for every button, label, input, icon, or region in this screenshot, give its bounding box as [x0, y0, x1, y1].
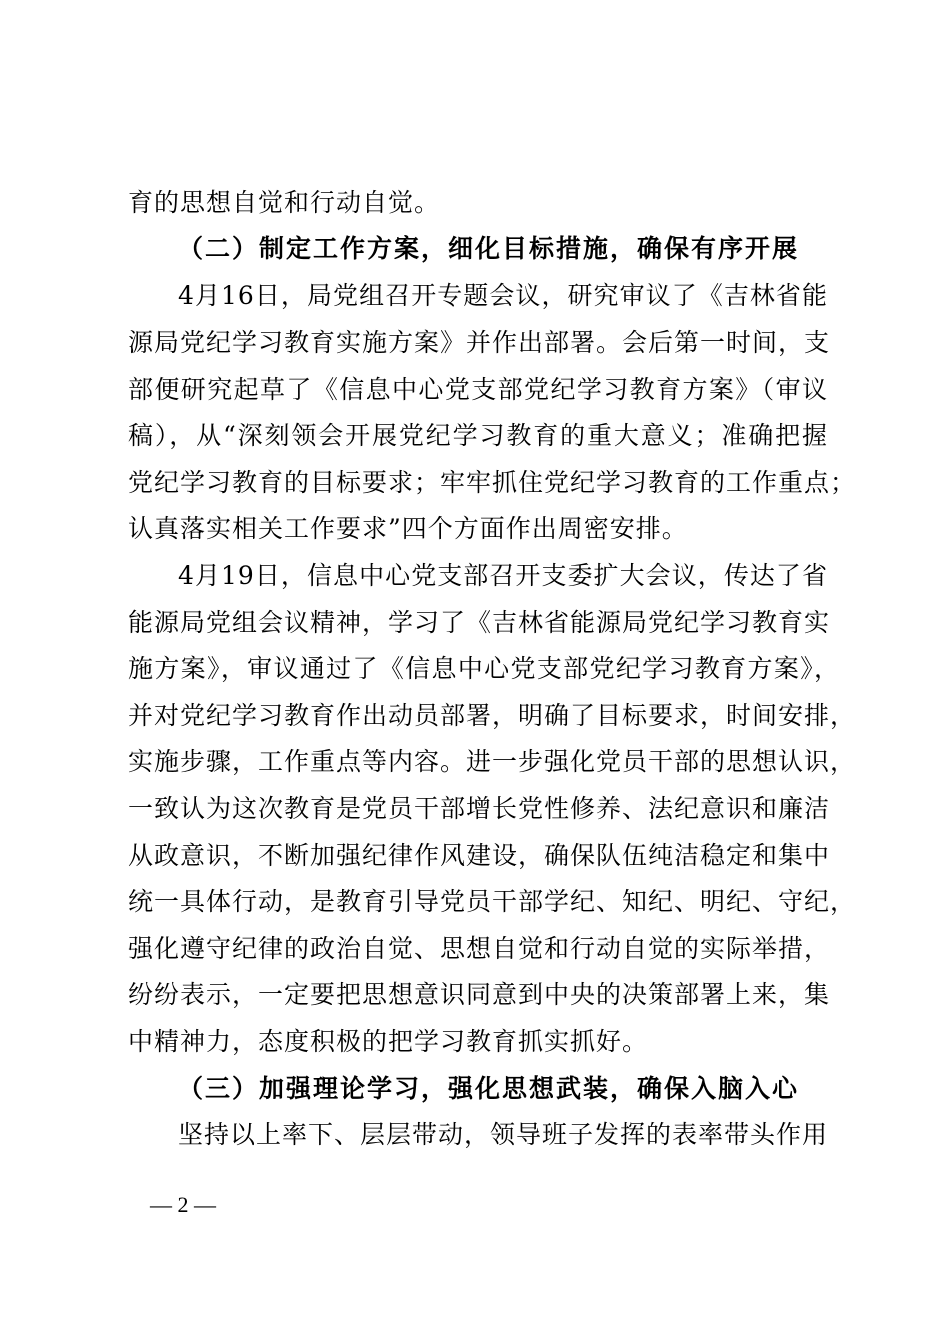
body-line: 从政意识，不断加强纪律作风建设，确保队伍纯洁稳定和集中: [128, 841, 831, 870]
section-heading: （三）加强理论学习，强化思想武装，确保入脑入心: [178, 1074, 800, 1103]
body-line: 中精神力，态度积极的把学习教育抓实抓好。: [128, 1027, 649, 1056]
body-line: 认真落实相关工作要求”四个方面作出周密安排。: [128, 514, 688, 543]
body-line: 育的思想自觉和行动自觉。: [128, 188, 441, 217]
body-line: 稿），从“深刻领会开展党纪学习教育的重大意义；准确把握: [128, 421, 828, 450]
body-line: 4月19日，信息中心党支部召开支委扩大会议，传达了省: [178, 561, 828, 590]
body-line: 党纪学习教育的目标要求；牢牢抓住党纪学习教育的工作重点；: [128, 468, 857, 497]
section-heading: （二）制定工作方案，细化目标措施，确保有序开展: [178, 234, 800, 263]
body-line: 施方案》，审议通过了《信息中心党支部党纪学习教育方案》，: [128, 654, 840, 683]
page-number: — 2 —: [150, 1192, 216, 1217]
body-line: 一致认为这次教育是党员干部增长党性修养、法纪意识和廉洁: [128, 794, 831, 823]
body-line: 部便研究起草了《信息中心党支部党纪学习教育方案》（审议: [128, 375, 828, 404]
body-line: 纷纷表示，一定要把思想意识同意到中央的决策部署上来，集: [128, 980, 831, 1009]
body-line: 能源局党组会议精神，学习了《吉林省能源局党纪学习教育实: [128, 608, 831, 637]
body-line: 强化遵守纪律的政治自觉、思想自觉和行动自觉的实际举措，: [128, 934, 831, 963]
body-line: 4月16日，局党组召开专题会议，研究审议了《吉林省能: [178, 281, 828, 310]
body-line: 源局党纪学习教育实施方案》并作出部署。会后第一时间，支: [128, 328, 831, 357]
body-line: 统一具体行动，是教育引导党员干部学纪、知纪、明纪、守纪，: [128, 887, 857, 916]
body-line: 实施步骤，工作重点等内容。进一步强化党员干部的思想认识，: [128, 747, 857, 776]
body-line: 并对党纪学习教育作出动员部署，明确了目标要求，时间安排，: [128, 701, 857, 730]
body-line: 坚持以上率下、层层带动，领导班子发挥的表率带头作用: [178, 1120, 829, 1149]
